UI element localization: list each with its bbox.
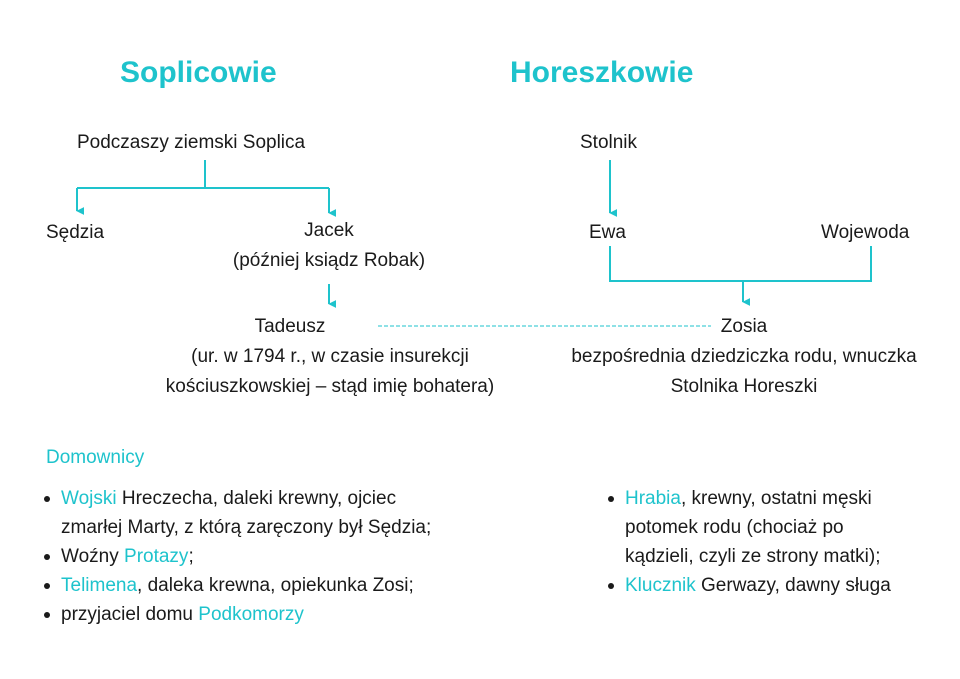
list-item: Wojski Hreczecha, daleki krewny, ojciec zmarłej Marty, z którą zaręczony był Sędzia; bbox=[44, 484, 564, 542]
stolnik-node: Stolnik bbox=[580, 132, 638, 153]
podczaszy-node: Podczaszy ziemski Soplica bbox=[77, 132, 306, 153]
hrabia-highlight: Hrabia bbox=[625, 488, 681, 509]
ewa-wojewoda-bracket bbox=[610, 246, 871, 281]
zosia-node bbox=[544, 312, 944, 402]
tadeusz-name: Tadeusz bbox=[254, 316, 326, 337]
telimena-highlight: Telimena bbox=[61, 575, 138, 596]
list-item: Woźny Protazy; bbox=[44, 542, 564, 571]
horeszkowie-title: Horeszkowie bbox=[510, 56, 694, 89]
tadeusz-note-line1: (ur. w 1794 r., w czasie insurekcji bbox=[191, 346, 469, 367]
jacek-node bbox=[200, 216, 458, 276]
protazy-highlight: Protazy bbox=[124, 546, 189, 567]
sedzia-node: Sędzia bbox=[46, 222, 105, 243]
soplicowie-title: Soplicowie bbox=[120, 56, 277, 89]
list-item: przyjaciel domu Podkomorzy bbox=[44, 600, 564, 629]
domownicy-heading: Domownicy bbox=[46, 447, 145, 468]
list-item: Telimena, daleka krewna, opiekunka Zosi; bbox=[44, 571, 564, 600]
zosia-name: Zosia bbox=[720, 316, 768, 337]
jacek-note: (później ksiądz Robak) bbox=[232, 250, 426, 271]
podkomorzy-highlight: Podkomorzy bbox=[198, 604, 304, 625]
domownicy-left-list bbox=[44, 484, 564, 629]
ewa-node: Ewa bbox=[589, 222, 626, 243]
jacek-name: Jacek bbox=[304, 220, 354, 241]
tadeusz-node bbox=[120, 312, 540, 402]
klucznik-highlight: Klucznik bbox=[625, 575, 696, 596]
wojski-highlight: Wojski bbox=[61, 488, 117, 509]
zosia-note-line1: bezpośrednia dziedziczka rodu, wnuczka bbox=[571, 346, 917, 367]
wojewoda-node: Wojewoda bbox=[821, 222, 910, 243]
list-item: Hrabia, krewny, ostatni męski potomek rodu (chociaż po kądzieli, czyli ze strony matki); bbox=[608, 484, 948, 571]
list-item: Klucznik Gerwazy, dawny sługa bbox=[608, 571, 948, 600]
tadeusz-note-line2: kościuszkowskiej – stąd imię bohatera) bbox=[165, 376, 495, 397]
zosia-note-line2: Stolnika Horeszki bbox=[670, 376, 818, 397]
domownicy-right-list bbox=[608, 484, 948, 600]
